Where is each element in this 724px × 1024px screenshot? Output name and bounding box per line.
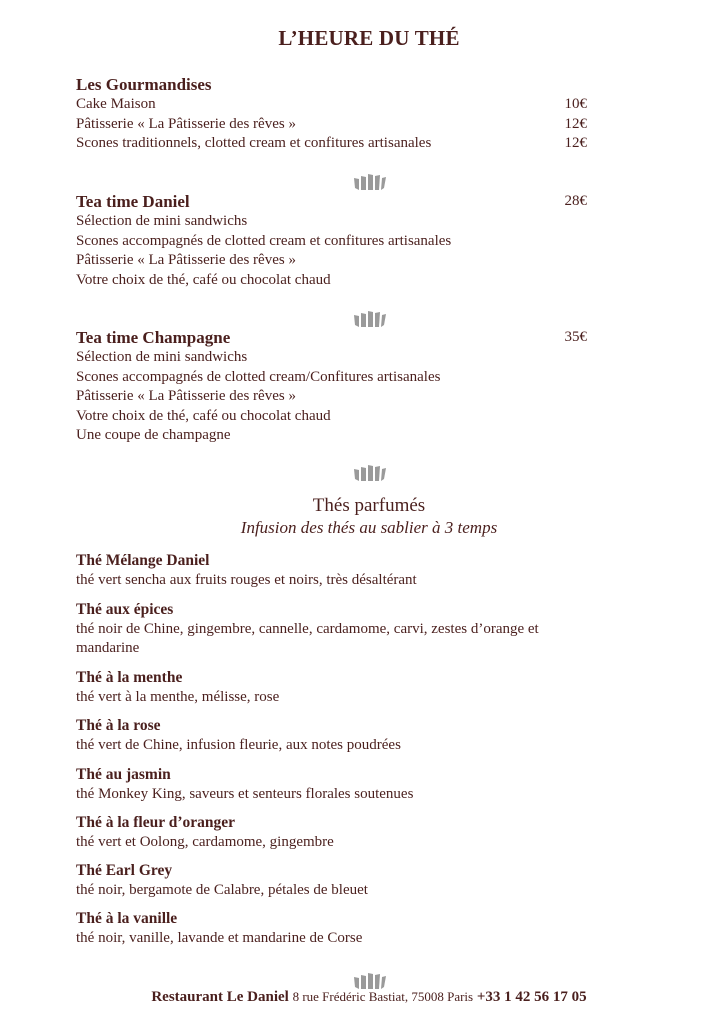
menu-item	[76, 134, 587, 154]
menu-line: Scones accompagnés de clotted cream et confitures artisanales	[76, 232, 452, 249]
menu-line: Pâtisserie « La Pâtisserie des rêves »	[76, 388, 296, 404]
item-name: Scones traditionnels, clotted cream et confitures artisanales	[76, 135, 432, 151]
ornament-icon	[351, 464, 387, 482]
item-price: 12€	[564, 115, 587, 132]
section-title-thes: Thés parfumés	[312, 495, 426, 516]
restaurant-name: Restaurant Le Daniel	[151, 989, 289, 1005]
menu-line: Sélection de mini sandwichs	[76, 213, 248, 229]
tea-desc: thé vert sencha aux fruits rouges et noirs, très désaltérant	[76, 571, 417, 588]
item-name: Pâtisserie « La Pâtisserie des rêves »	[76, 115, 296, 132]
tea-desc: thé vert et Oolong, cardamome, gingembre	[76, 833, 334, 850]
tea-name: Thé Mélange Daniel	[76, 552, 210, 569]
tea-item	[76, 813, 587, 852]
tea-item	[76, 668, 587, 707]
tea-name: Thé à la fleur d’oranger	[76, 814, 236, 831]
menu-line: Sélection de mini sandwichs	[76, 349, 248, 365]
tea-item	[76, 861, 587, 900]
tea-desc: thé vert de Chine, infusion fleurie, aux notes poudrées	[76, 736, 401, 753]
item-price: 12€	[564, 135, 587, 151]
restaurant-address: 8 rue Frédéric Bastiat, 75008 Paris	[292, 989, 474, 1004]
tea-name: Thé Earl Grey	[76, 862, 173, 879]
tea-item	[76, 765, 587, 804]
tea-name: Thé à la menthe	[76, 669, 183, 686]
ornament-icon	[351, 173, 387, 191]
tea-desc: thé vert à la menthe, mélisse, rose	[76, 688, 280, 705]
tea-desc: thé noir, vanille, lavande et mandarine de Corse	[76, 929, 363, 946]
page-title: L’HEURE DU THÉ	[278, 26, 460, 50]
ornament-icon	[351, 972, 387, 990]
ornament-icon	[351, 310, 387, 328]
menu-line: Scones accompagnés de clotted cream/Confitures artisanales	[76, 368, 441, 385]
menu-line: Votre choix de thé, café ou chocolat chaud	[76, 407, 331, 424]
tea-item	[76, 600, 587, 659]
tea-name: Thé au jasmin	[76, 766, 171, 783]
section-gourmandises	[76, 75, 587, 154]
section-price: 35€	[564, 329, 587, 345]
section-tea-time-daniel	[76, 192, 587, 290]
tea-item	[76, 551, 587, 590]
tea-desc: thé Monkey King, saveurs et senteurs florales soutenues	[76, 785, 414, 802]
item-name: Cake Maison	[76, 96, 156, 112]
tea-item	[76, 909, 587, 948]
menu-item	[76, 95, 587, 115]
tea-desc: thé noir, bergamote de Calabre, pétales de bleuet	[76, 881, 368, 898]
footer	[0, 989, 724, 1006]
section-subtitle-thes: Infusion des thés au sablier à 3 temps	[240, 518, 498, 537]
menu-line: Une coupe de champagne	[76, 427, 231, 443]
tea-name: Thé aux épices	[76, 601, 174, 618]
section-heading: Tea time Champagne	[76, 328, 231, 347]
section-heading-row	[76, 328, 587, 348]
section-tea-time-champagne	[76, 328, 587, 446]
section-heading-row	[76, 192, 587, 212]
restaurant-phone: +33 1 42 56 17 05	[476, 989, 587, 1005]
tea-desc: thé noir de Chine, gingembre, cannelle, cardamome, carvi, zestes d’orange et mandarine	[76, 620, 539, 656]
section-heading: Les Gourmandises	[76, 75, 212, 94]
menu-line: Votre choix de thé, café ou chocolat chaud	[76, 271, 331, 288]
item-price: 10€	[564, 96, 587, 112]
tea-name: Thé à la rose	[76, 717, 161, 734]
tea-item	[76, 716, 587, 755]
tea-name: Thé à la vanille	[76, 910, 178, 927]
section-heading: Tea time Daniel	[76, 192, 190, 211]
menu-line: Pâtisserie « La Pâtisserie des rêves »	[76, 252, 296, 268]
section-price: 28€	[564, 193, 587, 209]
menu-item	[76, 115, 587, 135]
